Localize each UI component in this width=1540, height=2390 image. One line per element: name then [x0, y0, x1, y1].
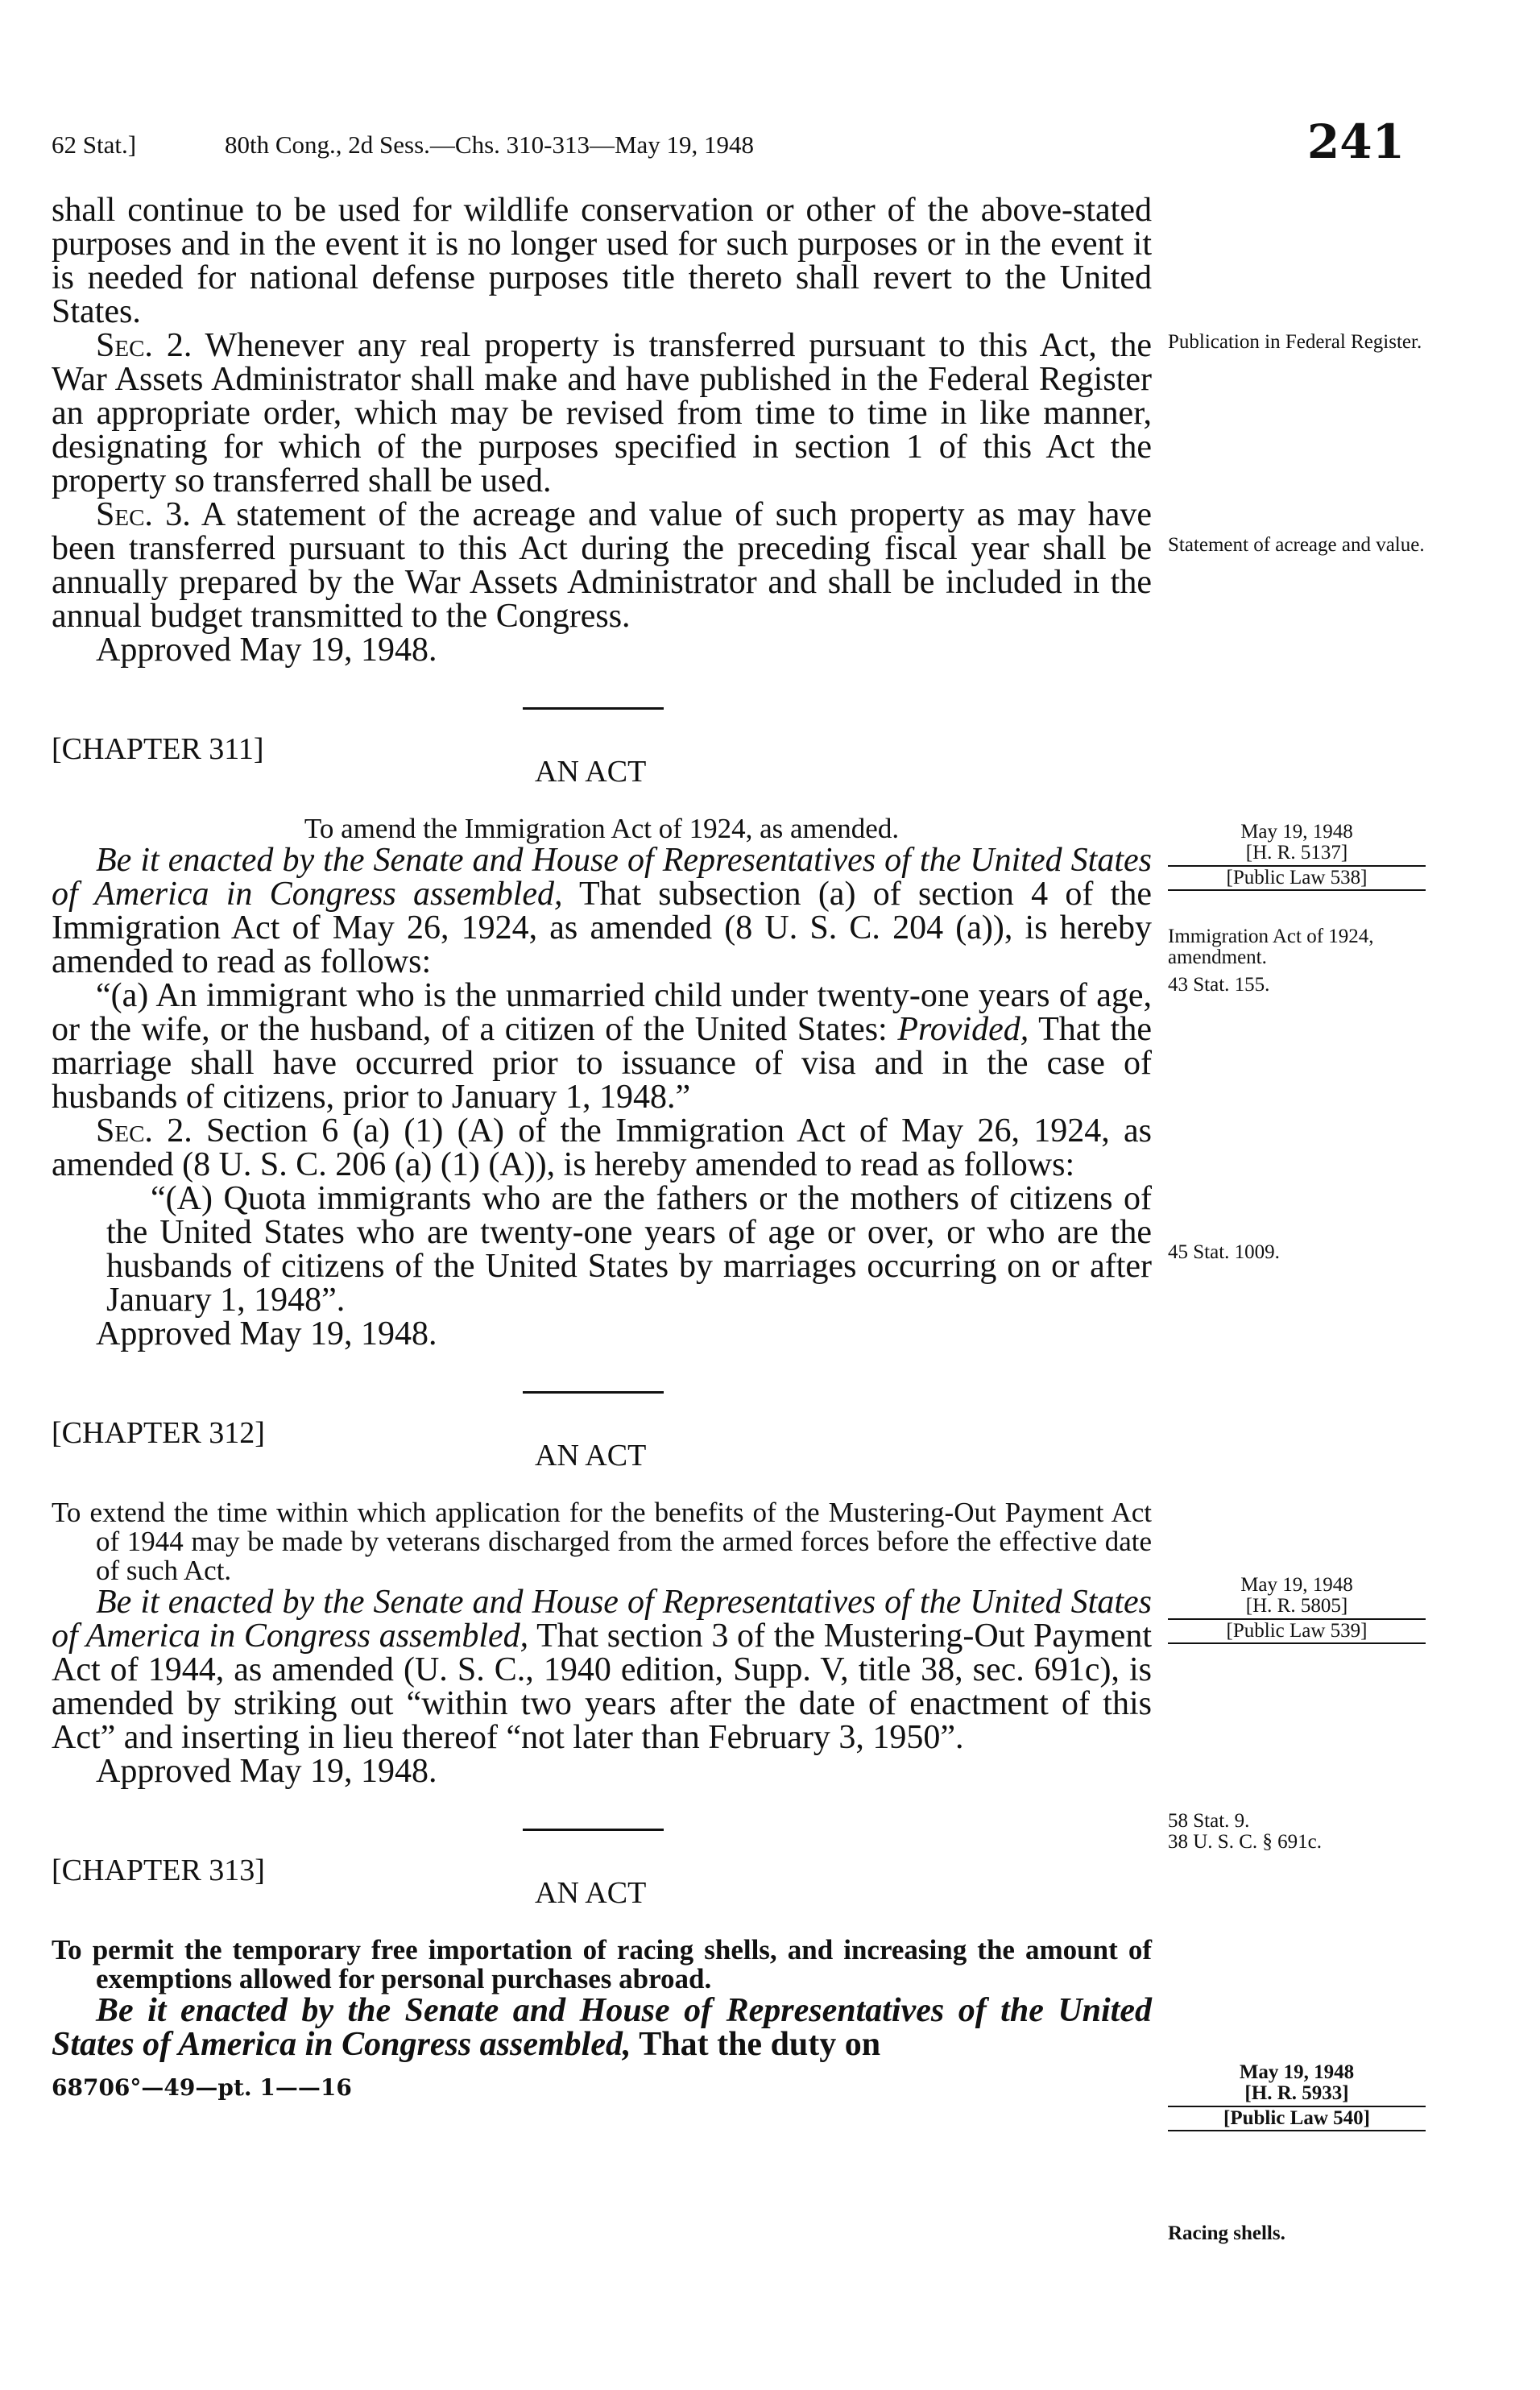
ch311-note-cite1: 43 Stat. 155. [1168, 974, 1270, 996]
ch311-quote2: “(A) Quota immigrants who are the fathers or the mothers of citizens of the United States who are twenty-one years of age or over, or who are the husbands of citizens of the United States by marriages occurring on or after January 1, 1948”. [106, 1180, 1152, 1319]
ch311-sec2 [52, 1114, 1152, 1182]
section-divider [523, 1829, 664, 1831]
ch311-margin-box [1168, 822, 1426, 891]
ch312-heading: [CHAPTER 312] [52, 1416, 265, 1450]
ch312-enacting-clause: Be it enacted by the Senate and House of Representatives of the United States of America in Congress assembled, [52, 1584, 1152, 1655]
ch312-note-date: May 19, 1948 [1240, 1574, 1353, 1596]
ch312-note-public-law: [Public Law 539] [1168, 1618, 1426, 1644]
ch313-heading: [CHAPTER 313] [52, 1854, 265, 1887]
page-number: 241 [1306, 114, 1405, 169]
ch310-sec3-text: A statement of the acreage and value of such property as may have been transferred pursuant to this Act during the preceding fiscal year shall be annually prepared by the War Assets Administrator and shall be included in the annual budget transmitted to the Congress. [52, 496, 1153, 635]
ch311-note-cite2: 45 Stat. 1009. [1168, 1241, 1280, 1263]
ch310-continuation: shall continue to be used for wildlife conservation or other of the above-stated purposes and in the event it is no longer used for such purposes or in the event it is needed for national defense purposes title thereto shall revert to the United States. [52, 192, 1152, 330]
section-divider [523, 1391, 664, 1394]
ch310-sec3 [52, 498, 1152, 633]
printer-mark: 68706°—49—pt. 1——16 [52, 2074, 352, 2101]
ch313-body [52, 1994, 1152, 2061]
ch311-act-label: AN ACT [535, 755, 647, 789]
ch312-note-cite2: 38 U. S. C. § 691c. [1168, 1831, 1322, 1853]
ch313-body-text: That the duty on [631, 2026, 881, 2063]
running-title: 80th Cong., 2d Sess.—Chs. 310-313—May 19, 1948 [225, 130, 755, 159]
ch311-body1-text: That subsection (a) of section 4 of the Immigration Act of May 26, 1924, as amended (8 U. S. C. 204 (a)), is hereby amended to read as follows: [52, 876, 1152, 980]
ch311-heading: [CHAPTER 311] [52, 732, 264, 766]
ch313-margin-box [1168, 2062, 1426, 2131]
page-header [52, 114, 1405, 177]
ch313-note-subject: Racing shells. [1168, 2222, 1285, 2244]
ch311-sec2-label: Sec. 2. [96, 1112, 192, 1149]
ch312-margin-box [1168, 1575, 1426, 1644]
ch313-act-label: AN ACT [535, 1876, 647, 1910]
ch312-note-cite1: 58 Stat. 9. [1168, 1810, 1250, 1832]
ch313-title: To permit the temporary free importation of racing shells, and increasing the amount of exemptions allowed for personal purchases abroad. [52, 1934, 1152, 1994]
note-statement: Statement of acreage and value. [1168, 534, 1425, 556]
ch311-note-date: May 19, 1948 [1240, 821, 1353, 843]
ch311-enacting-clause: Be it enacted by the Senate and House of Representatives of the United States of America in Congress assembled, [52, 842, 1152, 913]
ch313-note-bill: [H. R. 5933] [1244, 2082, 1349, 2104]
ch313-heading-block [52, 1855, 1152, 1936]
section-divider [523, 707, 664, 710]
ch310-sec2 [52, 329, 1152, 498]
ch311-note-public-law: [Public Law 538] [1168, 865, 1426, 891]
ch312-approved: Approved May 19, 1948. [96, 1753, 437, 1790]
ch311-heading-block [52, 734, 1152, 814]
ch312-title: To extend the time within which application for the benefits of the Mustering-Out Payment Act of 1944 may be made by veterans discharged from the armed forces before the effective date of such Act. [52, 1497, 1152, 1586]
ch310-sec2-label: Sec. 2. [96, 327, 192, 364]
ch310-sec3-label: Sec. 3. [96, 496, 191, 533]
ch311-approved: Approved May 19, 1948. [96, 1315, 437, 1352]
ch312-body-text: That section 3 of the Mustering-Out Payment Act of 1944, as amended (U. S. C., 1940 edition, Supp. V, title 38, sec. 691c), is amended by striking out “within two years after the date of enactment of this Act” and inserting in lieu thereof “not later than February 3, 1950”. [52, 1617, 1152, 1756]
main-text [52, 193, 1152, 2105]
ch311-note-subject: Immigration Act of 1924, amendment. [1168, 926, 1374, 968]
ch311-note-bill: [H. R. 5137] [1245, 842, 1348, 864]
ch312-heading-block [52, 1418, 1152, 1498]
ch312-act-label: AN ACT [535, 1439, 647, 1473]
ch313-enacting-clause: Be it enacted by the Senate and House of Representatives of the United States of America in Congress assembled, [52, 1992, 1152, 2063]
ch311-quote1 [52, 979, 1152, 1114]
ch312-body [52, 1585, 1152, 1754]
note-publication: Publication in Federal Register. [1168, 331, 1422, 353]
ch311-title: To amend the Immigration Act of 1924, as amended. [304, 813, 900, 844]
ch313-note-public-law: [Public Law 540] [1168, 2106, 1426, 2131]
ch310-sec2-text: Whenever any real property is transferred pursuant to this Act, the War Assets Administrator shall make and have published in the Federal Register an appropriate order, which may be revised from time to time in like manner, designating for which of the purposes specified in section 1 of this Act the property so transferred shall be used. [52, 327, 1152, 499]
volume-label: 62 Stat.] [52, 130, 137, 159]
ch311-sec2-text: Section 6 (a) (1) (A) of the Immigration Act of May 26, 1924, as amended (8 U. S. C. 206 (a) (1) (A)), is hereby amended to read as follows: [52, 1112, 1152, 1183]
ch311-quote1-b: That the marriage shall have occurred prior to issuance of visa and in the case of husbands of citizens, prior to January 1, 1948.” [52, 1011, 1152, 1116]
ch311-body1 [52, 843, 1152, 979]
ch311-quote1-a: “(a) An immigrant who is the unmarried child under twenty-one years of age, or the wife, or the husband, of a citizen of the United States: [52, 977, 1152, 1048]
ch310-approved: Approved May 19, 1948. [96, 632, 437, 669]
ch313-note-date: May 19, 1948 [1239, 2061, 1355, 2083]
ch312-note-bill: [H. R. 5805] [1245, 1595, 1348, 1617]
ch311-provided: Provided, [897, 1011, 1029, 1048]
